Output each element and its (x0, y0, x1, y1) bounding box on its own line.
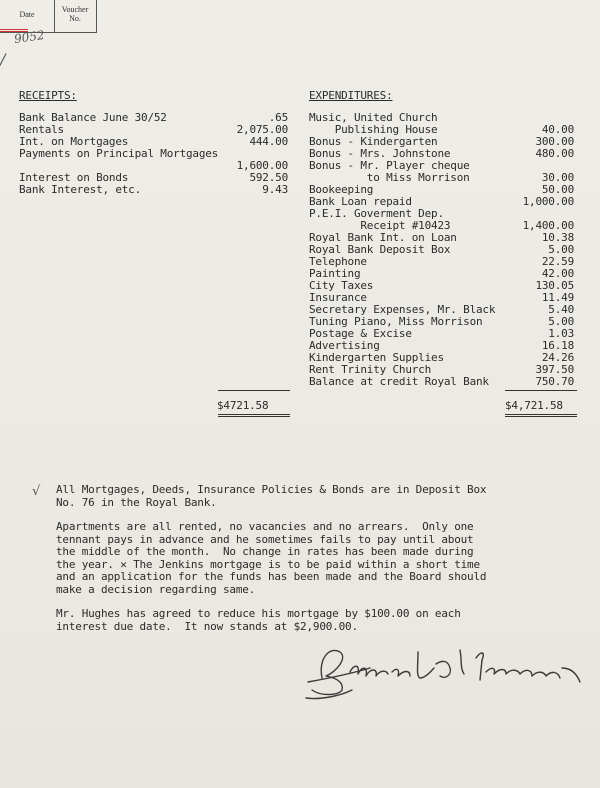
receipts-double-rule (218, 414, 290, 415)
document-page: Date Voucher No. 9052 / RECEIPTS: EXPENDITURES: Bank Balance June 30/52 .65 Rentals 2,075.00 Int. on Mortgages 444.00 Payments on Principal Mortgages 1,600.00 Interest on Bonds 592.50 Bank Interest, etc. 9.43 Music, United Church Publishing House 40.00 Bonus - Kindergarten 300.00 Bonus - Mrs. Johnstone 480.00 Bonus - Mr. Player cheque to Miss Morrison 30.00 Bookeeping 50.00 Bank Loan repaid 1,000.00 P.E.I. Goverment Dep. Receipt #10423 1,400.00 Royal Bank Int. on Loan 10.38 Royal Bank Deposit Box 5.00 Telephone 22.59 Painting 42.00 City Taxes 130.05 Insurance 11.49 Secretary Expenses, Mr. Black 5.40 Tuning Piano, Miss Morrison 5.00 Postage & Excise 1.03 Advertising 16.18 Kindergarten Supplies 24.26 Rent Trinity Church 397.50 Balance at credit Royal Bank 750.70 $4721.58 $4,721.58 √ All Mortgages, Deeds, Insurance Policies & Bonds are in Deposit Box No. 76 in the Royal Bank. Apartments are all rented, no vacancies and no arrears. Only one tennant pays in advance and he sometimes fails to pay until about the middle of the month. No change in rates has been made during the year. ✕ The Jenkins mortgage is to be paid within a short time and an application for the funds has been made and the Board should make a decision regarding same. Mr. Hughes has agreed to reduce his mortgage by $100.00 on each interest due date. It now stands at $2,900.00. (0, 0, 600, 788)
expenditure-amount: 130.05 (535, 279, 574, 292)
expenditure-label: Insurance (309, 291, 367, 304)
stamp-voucher-label: Voucher No. (61, 5, 89, 23)
expenditure-label: Rent Trinity Church (309, 363, 432, 376)
expenditure-label: Bookeeping (309, 183, 374, 196)
expenditure-label: Royal Bank Deposit Box (309, 243, 451, 256)
expenditure-amount: 5.00 (548, 243, 574, 256)
expenditure-label: Advertising (309, 339, 380, 352)
expenditure-label: P.E.I. Goverment Dep. (309, 207, 444, 220)
receipt-label: Bank Balance June 30/52 (19, 111, 167, 124)
receipt-amount: 9.43 (262, 183, 288, 196)
receipt-amount: 444.00 (249, 135, 288, 148)
expenditure-amount: 5.00 (548, 315, 574, 328)
expenditure-label: Music, United Church (309, 111, 438, 124)
receipt-amount: .65 (268, 111, 288, 124)
expenditure-label: to Miss Morrison (309, 171, 470, 184)
expenditure-amount: 397.50 (535, 363, 574, 376)
receipts-total: $4721.58 (217, 399, 269, 412)
expenditure-amount: 480.00 (535, 147, 574, 160)
expenditures-total: $4,721.58 (505, 399, 563, 412)
stamp-date-label: Date (19, 10, 35, 19)
expenditure-label: Tuning Piano, Miss Morrison (309, 315, 483, 328)
expenditure-label: Postage & Excise (309, 327, 412, 340)
expenditure-label: City Taxes (309, 279, 374, 292)
expenditures-heading: EXPENDITURES: (309, 89, 393, 102)
note-apartments: Apartments are all rented, no vacancies and no arrears. Only one tennant pays in advance and he sometimes fails to pay until about the middle of the month. No change in rates has been made during the year. ✕ The Jenkins mortgage is to be paid within a short time and an application for the funds has been made and the Board should make a decision regarding same. (56, 520, 487, 596)
expenditure-label: Receipt #10423 (309, 219, 451, 232)
expenditure-label: Balance at credit Royal Bank (309, 375, 489, 388)
receipt-amount: 1,600.00 (236, 159, 288, 172)
treasurer-signature (300, 638, 590, 708)
expenditure-label: Bank Loan repaid (309, 195, 412, 208)
expenditures-double-rule (505, 414, 577, 415)
expenditure-amount: 16.18 (541, 339, 574, 352)
receipt-amount: 2,075.00 (236, 123, 288, 136)
expenditure-amount: 22.59 (541, 255, 574, 268)
expenditure-amount: 10.38 (541, 231, 574, 244)
expenditure-amount: 5.40 (548, 303, 574, 316)
expenditure-label: Telephone (309, 255, 367, 268)
receipt-label: Bank Interest, etc. (19, 183, 142, 196)
receipt-label: Int. on Mortgages (19, 135, 129, 148)
expenditure-amount: 1,000.00 (522, 195, 574, 208)
receipt-label: Payments on Principal Mortgages (19, 147, 219, 160)
expenditure-label: Bonus - Mr. Player cheque (309, 159, 470, 172)
expenditure-amount: 40.00 (541, 123, 574, 136)
expenditure-amount: 300.00 (535, 135, 574, 148)
note-mortgage: Mr. Hughes has agreed to reduce his mortgage by $100.00 on each interest due date. It now stands at $2,900.00. (56, 607, 461, 633)
receipt-label: Interest on Bonds (19, 171, 129, 184)
expenditure-amount: 50.00 (541, 183, 574, 196)
note-deposit-box: All Mortgages, Deeds, Insurance Policies & Bonds are in Deposit Box No. 76 in the Royal Bank. (56, 483, 487, 509)
expenditure-amount: 1.03 (548, 327, 574, 340)
receipts-heading: RECEIPTS: (19, 89, 77, 102)
expenditure-label: Painting (309, 267, 361, 280)
expenditures-total-rule (505, 390, 577, 391)
expenditure-amount: 24.26 (541, 351, 574, 364)
handwritten-voucher-number: 9052 (13, 27, 46, 47)
receipt-amount: 592.50 (249, 171, 288, 184)
expenditure-label: Kindergarten Supplies (309, 351, 444, 364)
expenditure-amount: 1,400.00 (522, 219, 574, 232)
expenditure-amount: 42.00 (541, 267, 574, 280)
margin-check-mark: √ (32, 484, 41, 499)
expenditure-label: Publishing House (309, 123, 438, 136)
expenditure-label: Royal Bank Int. on Loan (309, 231, 457, 244)
expenditure-label: Bonus - Mrs. Johnstone (309, 147, 451, 160)
expenditure-amount: 11.49 (541, 291, 574, 304)
receipt-label: Rentals (19, 123, 64, 136)
receipts-total-rule (218, 390, 290, 391)
expenditure-label: Bonus - Kindergarten (309, 135, 438, 148)
expenditure-amount: 30.00 (541, 171, 574, 184)
expenditure-label: Secretary Expenses, Mr. Black (309, 303, 496, 316)
expenditure-amount: 750.70 (535, 375, 574, 388)
